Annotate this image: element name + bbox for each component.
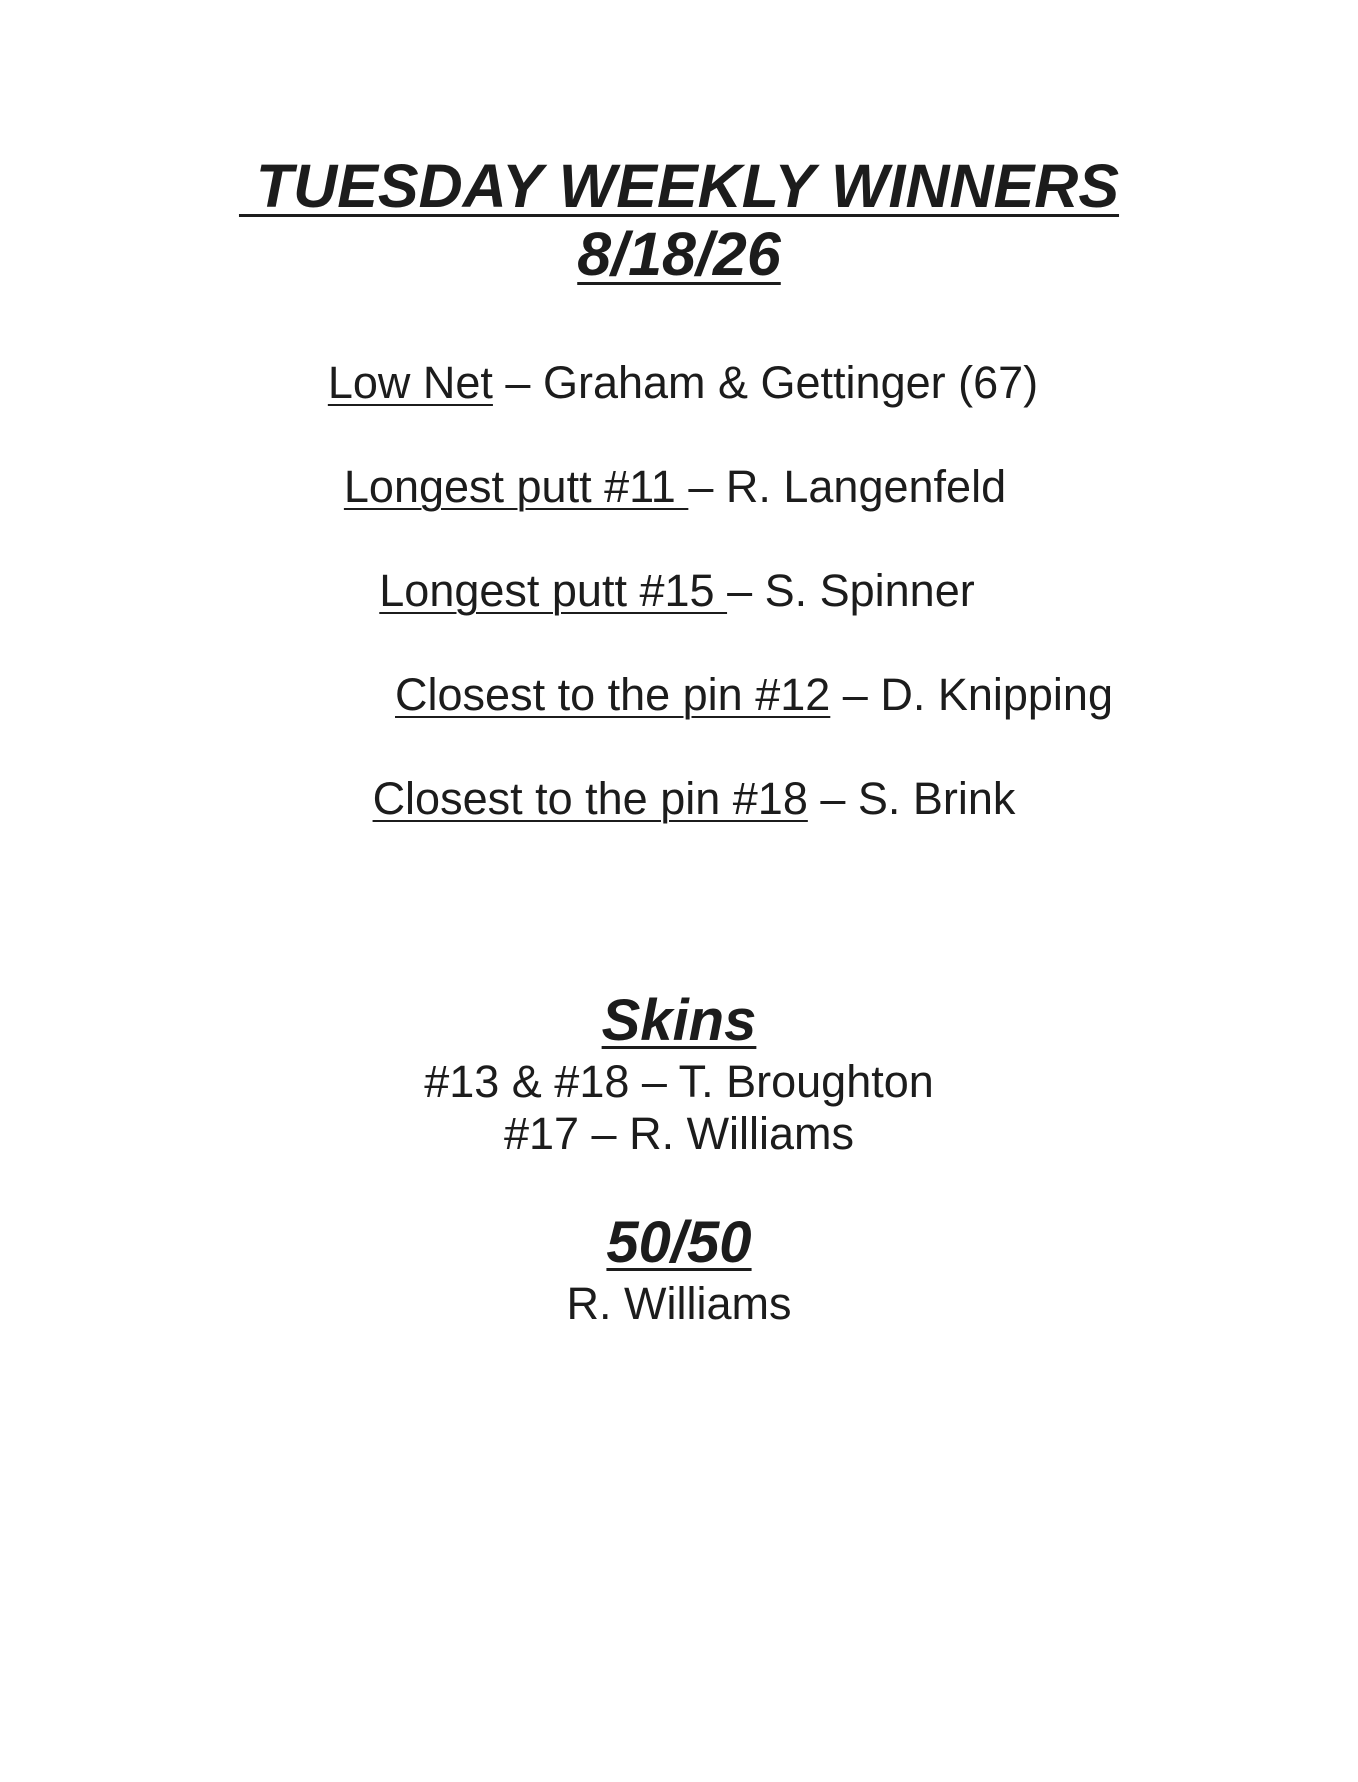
title-date: 8/18/26 [577,220,781,288]
award-winner: – S. Brink [807,773,1016,824]
skins-entry: #17 – R. Williams [503,1108,855,1159]
award-winner: – Graham & Gettinger (67) [492,357,1039,408]
fifty-fifty-heading: 50/50 [606,1210,752,1275]
award-label: Closest to the pin #12 [395,669,831,720]
skins-entry: #13 & #18 – T. Broughton [424,1056,934,1107]
award-label: Longest putt #15 [379,565,728,616]
award-winner: – S. Spinner [727,565,975,616]
award-longest-putt-11 [0,460,1354,514]
award-closest-pin-12 [75,668,1358,722]
skins-heading: Skins [601,988,757,1053]
title-line-1: TUESDAY WEEKLY WINNERS [238,152,1120,220]
award-longest-putt-15 [0,564,1356,618]
award-label: Low Net [327,357,493,408]
award-winner: – R. Langenfeld [688,461,1007,512]
award-low-net [4,356,1358,410]
fifty-fifty-winner: R. Williams [566,1278,792,1329]
award-winner: – D. Knipping [830,669,1113,720]
award-label: Closest to the pin #18 [372,773,808,824]
award-closest-pin-18 [15,772,1358,826]
award-label: Longest putt #11 [343,461,689,512]
